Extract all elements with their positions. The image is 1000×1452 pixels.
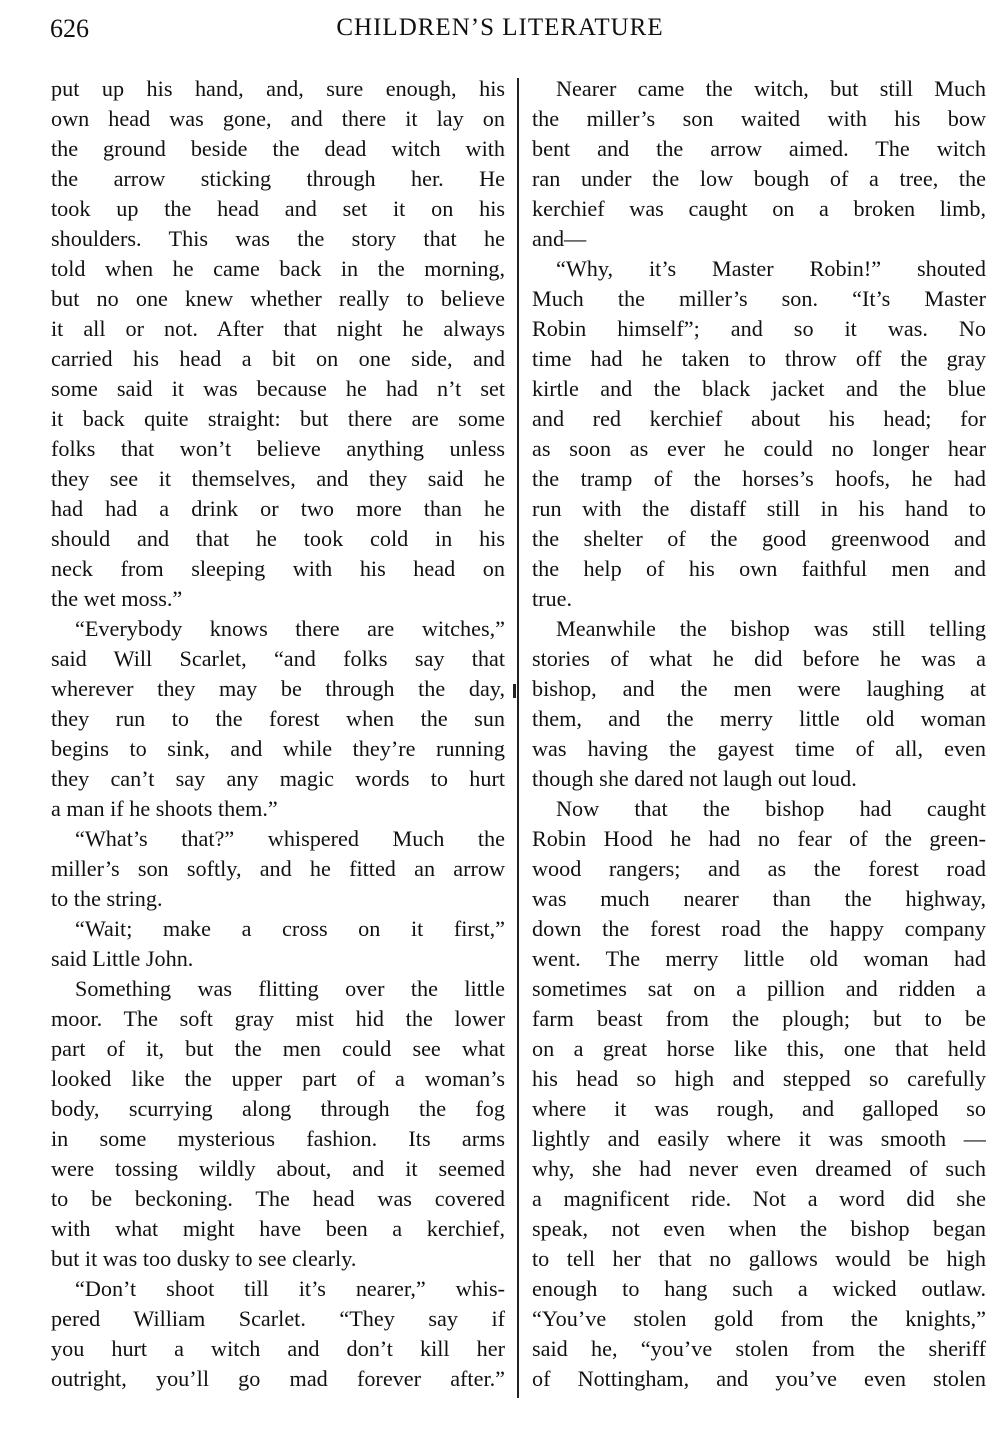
text-line: lightly and easily where it was smooth — [532,1126,986,1151]
text-line: kirtle and the black jacket and the blue [532,376,986,401]
text-line: “What’s that?” whispered Much the [75,826,505,851]
text-line: body, scurrying along through the fog [51,1096,505,1121]
text-line: own head was gone, and there it lay on [51,106,505,131]
text-line: it back quite straight: but there are some [51,406,505,431]
text-line: part of it, but the men could see what [51,1036,505,1061]
text-line: moor. The soft gray mist hid the lower [51,1006,505,1031]
page-header [0,0,1000,60]
text-line: stories of what he did before he was a [532,646,986,671]
text-line: his head so high and stepped so carefully [532,1066,986,1091]
text-line: folks that won’t believe anything unless [51,436,505,461]
text-line: said Little John. [51,946,194,971]
text-line: some said it was because he had n’t set [51,376,505,401]
text-line: had had a drink or two more than he [51,496,505,521]
running-title: CHILDREN’S LITERATURE [336,14,664,41]
text-line: the miller’s son waited with his bow [532,106,986,131]
text-line: were tossing wildly about, and it seemed [51,1156,505,1181]
text-line: outright, you’ll go mad forever after.” [51,1366,505,1391]
text-line: said Will Scarlet, “and folks say that [51,646,505,671]
text-line: the tramp of the horses’s hoofs, he had [532,466,986,491]
text-line: neck from sleeping with his head on [51,556,505,581]
text-line: looked like the upper part of a woman’s [51,1066,505,1091]
text-line: miller’s son softly, and he fitted an arrow [51,856,505,881]
text-line: why, she had never even dreamed of such [532,1156,986,1181]
text-line: wherever they may be through the day, [51,676,505,701]
text-line: “Wait; make a cross on it first,” [75,916,505,941]
text-line: enough to hang such a wicked outlaw. [532,1276,986,1301]
column-divider [517,78,519,1398]
text-line: Much the miller’s son. “It’s Master [532,286,986,311]
text-line: told when he came back in the morning, [51,256,505,281]
text-line: you hurt a witch and don’t kill her [51,1336,505,1361]
right-column [532,74,986,1394]
text-line: “Don’t shoot till it’s nearer,” whis- [75,1276,505,1301]
text-line: run with the distaff still in his hand to [532,496,986,521]
text-line: Robin himself”; and so it was. No [532,316,986,341]
text-line: a magnificent ride. Not a word did she [532,1186,986,1211]
text-line: “Why, it’s Master Robin!” shouted [556,256,986,281]
text-line: “Everybody knows there are witches,” [75,616,505,641]
text-line: said he, “you’ve stolen from the sheriff [532,1336,986,1361]
text-line: Meanwhile the bishop was still telling [556,616,986,641]
text-line: the shelter of the good greenwood and [532,526,986,551]
text-line: but no one knew whether really to believe [51,286,505,311]
text-line: begins to sink, and while they’re running [51,736,505,761]
text-line: to tell her that no gallows would be high [532,1246,986,1271]
text-line: on a great horse like this, one that held [532,1036,986,1061]
text-line: Something was flitting over the little [75,976,505,1001]
text-line: farm beast from the plough; but to be [532,1006,986,1031]
text-line: shoulders. This was the story that he [51,226,505,251]
text-line: the wet moss.” [51,586,183,611]
text-line: with what might have been a kerchief, [51,1216,505,1241]
text-line: Robin Hood he had no fear of the green- [532,826,986,851]
text-line: sometimes sat on a pillion and ridden a [532,976,986,1001]
text-line: a man if he shoots them.” [51,796,278,821]
text-line: pered William Scarlet. “They say if [51,1306,505,1331]
text-line: put up his hand, and, sure enough, his [51,76,505,101]
text-line: went. The merry little old woman had [532,946,986,971]
text-line: as soon as ever he could no longer hear [532,436,986,461]
text-line: bishop, and the men were laughing at [532,676,986,701]
text-line: ran under the low bough of a tree, the [532,166,986,191]
text-line: where it was rough, and galloped so [532,1096,986,1121]
text-line: but it was too dusky to see clearly. [51,1246,357,1271]
text-line: speak, not even when the bishop began [532,1216,986,1241]
text-line: the help of his own faithful men and [532,556,986,581]
text-line: time had he taken to throw off the gray [532,346,986,371]
text-line: to the string. [51,886,163,911]
text-line: Nearer came the witch, but still Much [556,76,986,101]
text-line: and— [532,226,587,251]
text-line: down the forest road the happy company [532,916,986,941]
text-line: it all or not. After that night he always [51,316,505,341]
text-line: the ground beside the dead witch with [51,136,505,161]
text-line: they see it themselves, and they said he [51,466,505,491]
column-divider-mark [513,684,516,698]
text-line: the arrow sticking through her. He [51,166,505,191]
text-line: carried his head a bit on one side, and [51,346,505,371]
text-line: and red kerchief about his head; for [532,406,986,431]
text-line: true. [532,586,573,611]
text-line: though she dared not laugh out loud. [532,766,857,791]
text-line: kerchief was caught on a broken limb, [532,196,986,221]
text-line: took up the head and set it on his [51,196,505,221]
text-line: to be beckoning. The head was covered [51,1186,505,1211]
text-line: in some mysterious fashion. Its arms [51,1126,505,1151]
text-line: was much nearer than the highway, [532,886,986,911]
text-line: them, and the merry little old woman [532,706,986,731]
left-column [51,74,505,1394]
text-line: bent and the arrow aimed. The witch [532,136,986,161]
text-line: “You’ve stolen gold from the knights,” [532,1306,986,1331]
text-line: was having the gayest time of all, even [532,736,986,761]
text-line: should and that he took cold in his [51,526,505,551]
text-line: wood rangers; and as the forest road [532,856,986,881]
text-line: they run to the forest when the sun [51,706,505,731]
page-number: 626 [50,14,89,43]
text-line: they can’t say any magic words to hurt [51,766,505,791]
text-line: Now that the bishop had caught [556,796,986,821]
text-line: of Nottingham, and you’ve even stolen [532,1366,986,1391]
